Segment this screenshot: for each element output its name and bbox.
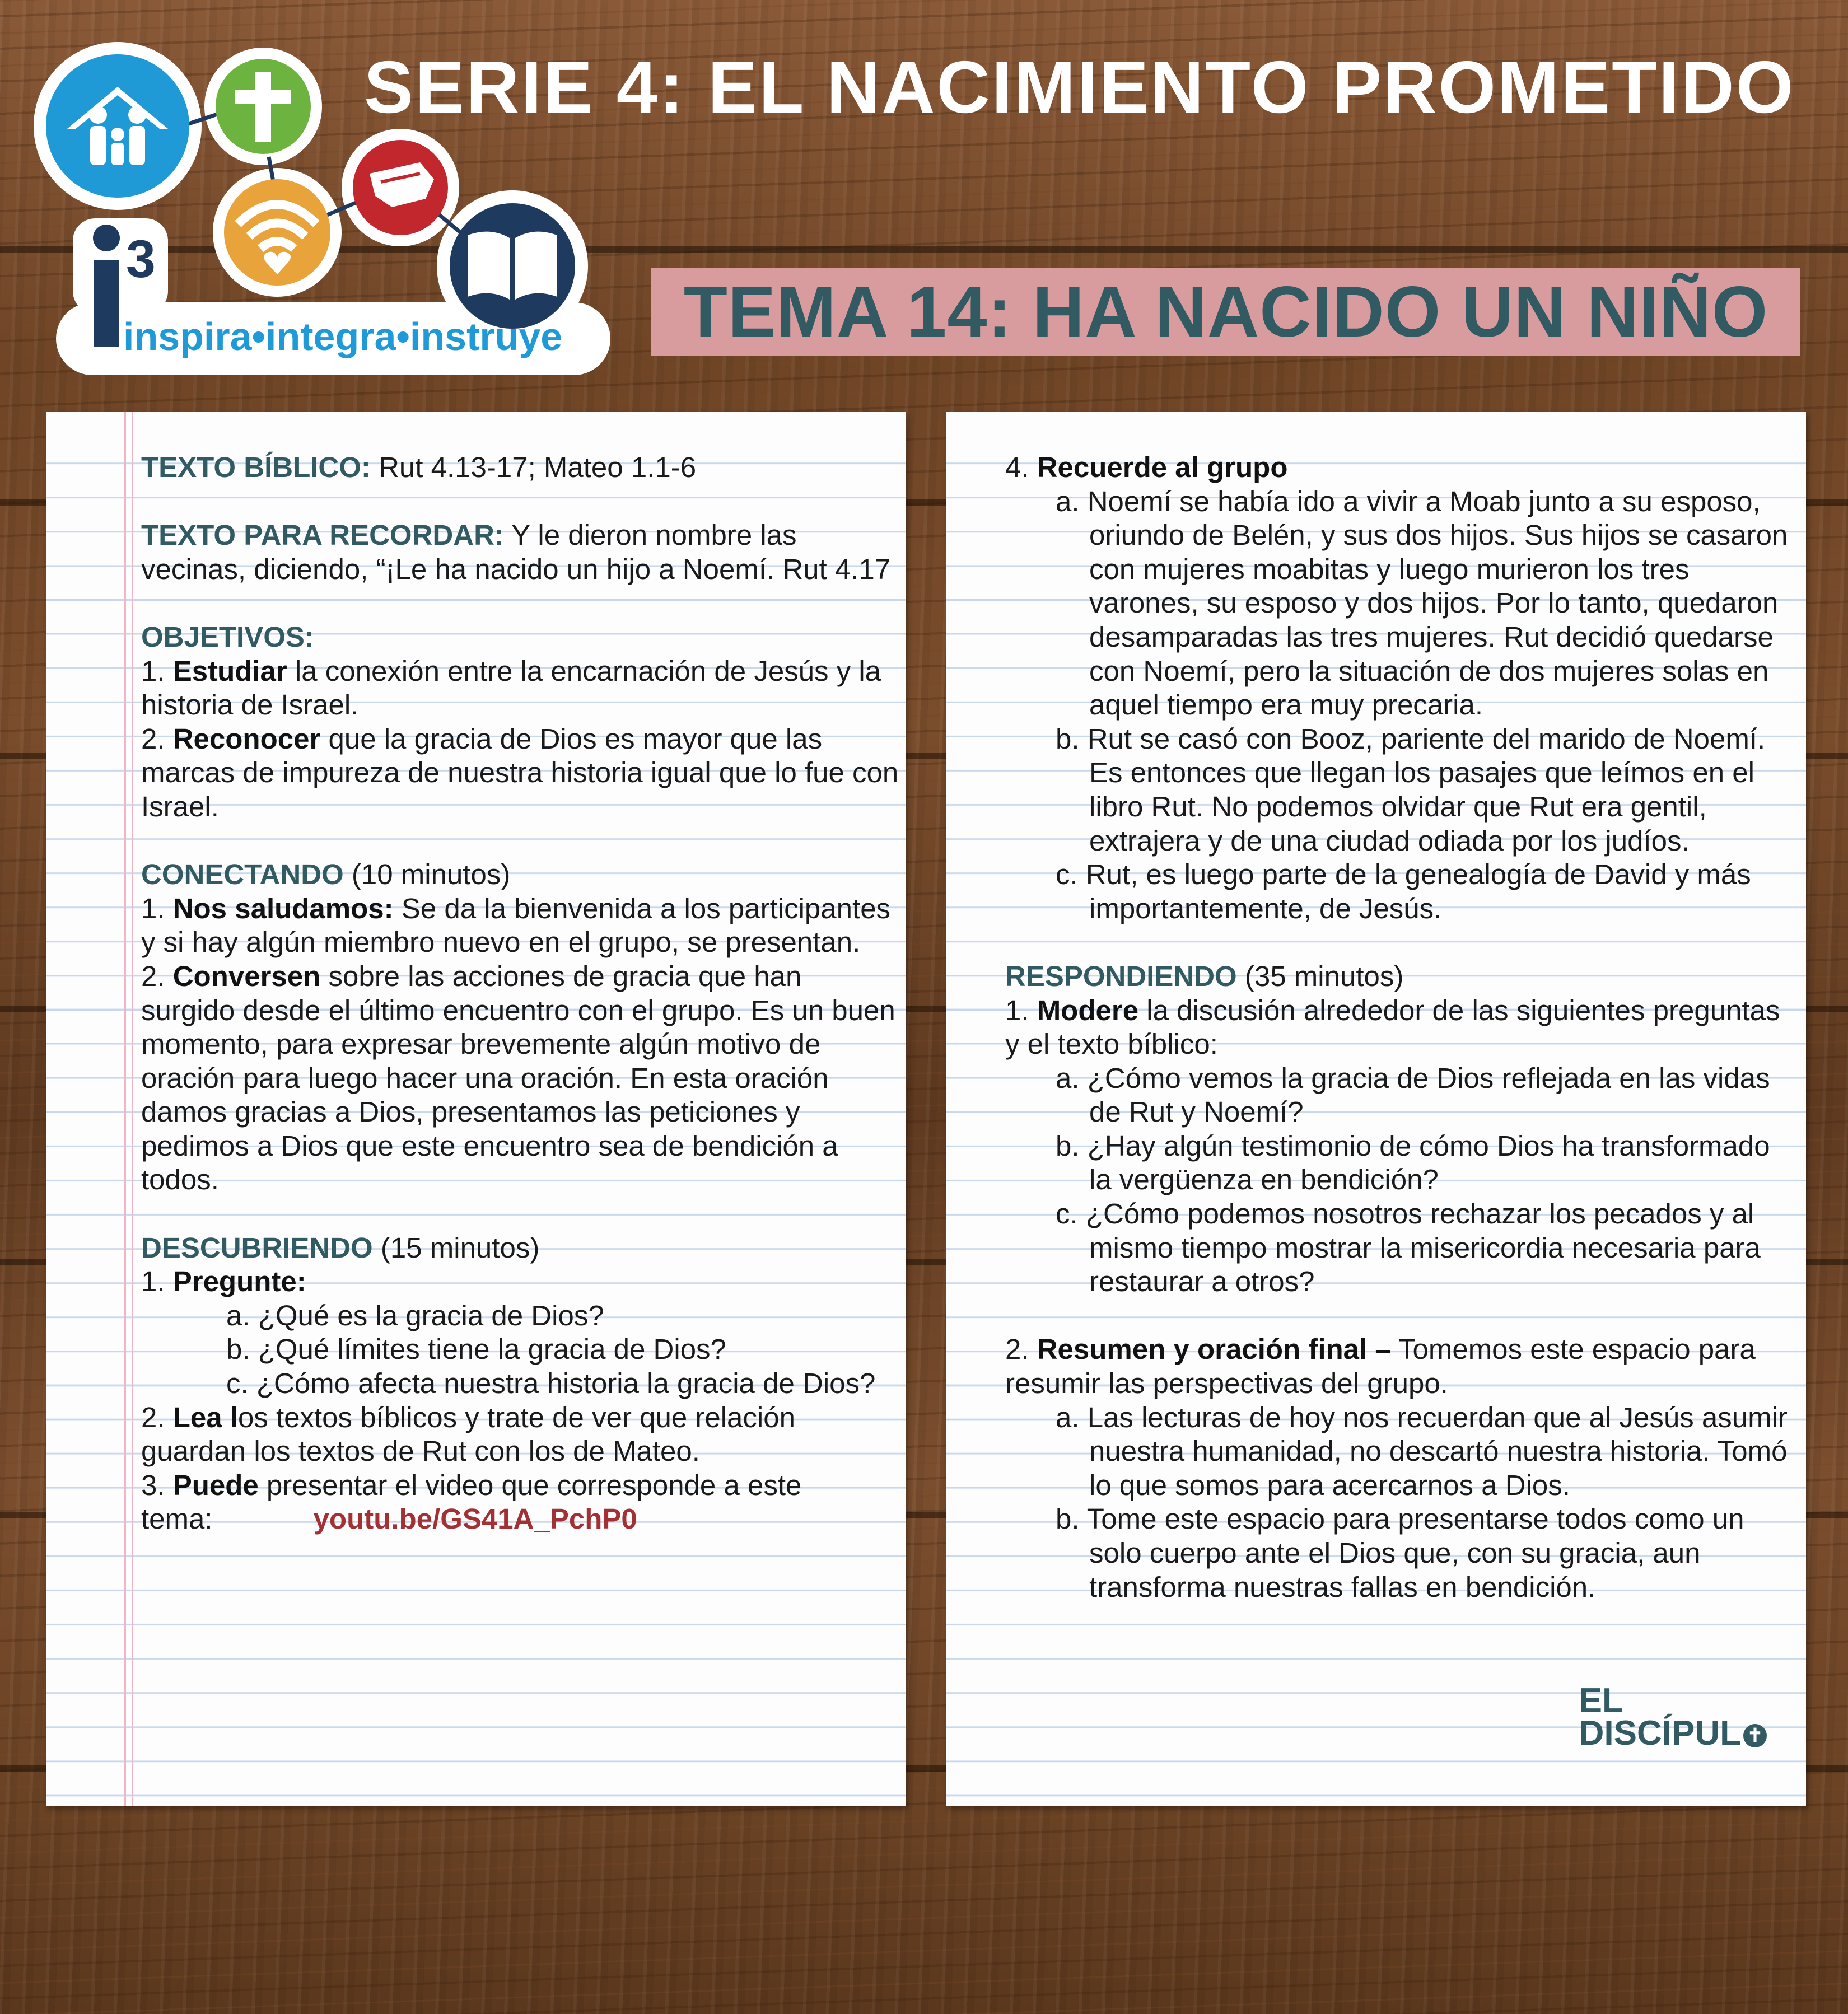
respondiendo-heading: RESPONDIENDO (35 minutos) [1005, 960, 1404, 992]
objetivos-heading: OBJETIVOS: [141, 620, 314, 653]
right-column [1005, 451, 1789, 1604]
conectando-1: 1. Nos saludamos: Se da la bienvenida a los participantes y si hay algún miembro nuevo en el grupo, se presentan. [141, 892, 891, 959]
recuerde-b: b. Rut se casó con Booz, pariente del marido de Noemí. Es entonces que llegan los pasajes que leímos en el libro Rut. No podemos olvidar que Rut era gentil, extrajera y de una ciudad odiada por los judíos. [1056, 722, 1766, 857]
descubriendo-3: 3. Puede presentar el video que corresponde a este tema: youtu.be/GS41A_PchP0 [141, 1469, 802, 1535]
logo-tagline: inspira•integra•instruye [123, 315, 563, 358]
recuerde-a: a. Noemí se había ido a vivir a Moab junto a su esposo, oriundo de Belén, y sus dos hijos. Sus hijos se casaron con mujeres moabitas y luego murieron los tres varones, su esposo y dos hijos. Por lo tanto, quedaron desamparadas las tres mujeres. Rut decidió quedarse con Noemí, pero la situación de dos mujeres solas en aquel tiempo era muy precaria. [1056, 485, 1788, 721]
left-notebook-page [46, 412, 906, 1806]
series-title: SERIE 4: EL NACIMIENTO PROMETIDO [364, 46, 1795, 128]
el-discipulo-logo: EL DISCÍPUL ✝ [1579, 1685, 1767, 1750]
respondiendo-1c: c. ¿Cómo podemos nosotros rechazar los pecados y al mismo tiempo mostrar la misericordia necesaria para restaurar a otros? [1056, 1198, 1761, 1298]
tema-title: TEMA 14: HA NACIDO UN NIÑO [683, 272, 1768, 352]
book-icon [450, 203, 575, 329]
objetivo-2: 2. Reconocer que la gracia de Dios es mayor que las marcas de impureza de nuestra historia igual que lo fue con Israel. [141, 722, 899, 823]
svg-text:3: 3 [126, 230, 156, 289]
family-icon [46, 54, 189, 198]
texto-para-recordar: TEXTO PARA RECORDAR: Y le dieron nombre las vecinas, diciendo, “¡Le ha nacido un hijo a Noemí. Rut 4.17 [141, 519, 891, 585]
cross-icon: ✝ [1743, 1724, 1767, 1747]
descubriendo-2: 2. Lea los textos bíblicos y trate de ver que relación guardan los textos de Rut con los de Mateo. [141, 1401, 795, 1468]
respondiendo-1b: b. ¿Hay algún testimonio de cómo Dios ha transformado la vergüenza en bendición? [1056, 1129, 1770, 1196]
objetivo-1: 1. Estudiar la conexión entre la encarnación de Jesús y la historia de Israel. [141, 655, 881, 721]
resumen-b: b. Tome este espacio para presentarse todos como un solo cuerpo ante el Dios que, con su gracia, aun transforma nuestras fallas en bendición. [1056, 1503, 1744, 1603]
texto-biblico: TEXTO BÍBLICO: Rut 4.13-17; Mateo 1.1-6 [141, 451, 697, 483]
resumen-heading: 2. Resumen y oración final – Tomemos este espacio para resumir las perspectivas del grupo. [1005, 1333, 1756, 1400]
descubriendo-heading: DESCUBRIENDO (15 minutos) [141, 1231, 540, 1264]
cross-icon [216, 59, 311, 154]
recuerde-c: c. Rut, es luego parte de la genealogía de David y más importantemente, de Jesús. [1056, 858, 1751, 924]
left-column [141, 451, 903, 1536]
tema-banner [651, 268, 1800, 356]
conectando-2: 2. Conversen sobre las acciones de gracia que han surgido desde el último encuentro con el grupo. Es un buen momento, para expresar brevemente algún motivo de oración para luego hacer una oración. En esta oración damos gracias a Dios, presentamos las peticiones y pedimos a Dios que este encuentro sea de bendición a todos. [141, 960, 895, 1196]
map-icon [353, 140, 448, 235]
descubriendo-1c: c. ¿Cómo afecta nuestra historia la gracia de Dios? [226, 1367, 876, 1400]
right-notebook-page [946, 412, 1806, 1806]
respondiendo-1: 1. Modere la discusión alrededor de las siguientes preguntas y el texto bíblico: [1005, 994, 1780, 1060]
conectando-heading: CONECTANDO (10 minutos) [141, 858, 511, 891]
video-link[interactable]: youtu.be/GS41A_PchP0 [313, 1503, 637, 1535]
recuerde-heading: 4. Recuerde al grupo [1005, 451, 1288, 483]
descubriendo-1: 1. Pregunte: [141, 1265, 306, 1298]
descubriendo-1a: a. ¿Qué es la gracia de Dios? [226, 1299, 604, 1331]
descubriendo-1b: b. ¿Qué límites tiene la gracia de Dios? [226, 1333, 726, 1366]
wifi-heart-icon [224, 179, 330, 286]
respondiendo-1a: a. ¿Cómo vemos la gracia de Dios reflejada en las vidas de Rut y Noemí? [1056, 1062, 1770, 1128]
margin-line [124, 412, 133, 1806]
resumen-a: a. Las lecturas de hoy nos recuerdan que al Jesús asumir nuestra humanidad, no descartó nuestra historia. Tomó lo que somos para acercarnos a Dios. [1056, 1401, 1788, 1501]
